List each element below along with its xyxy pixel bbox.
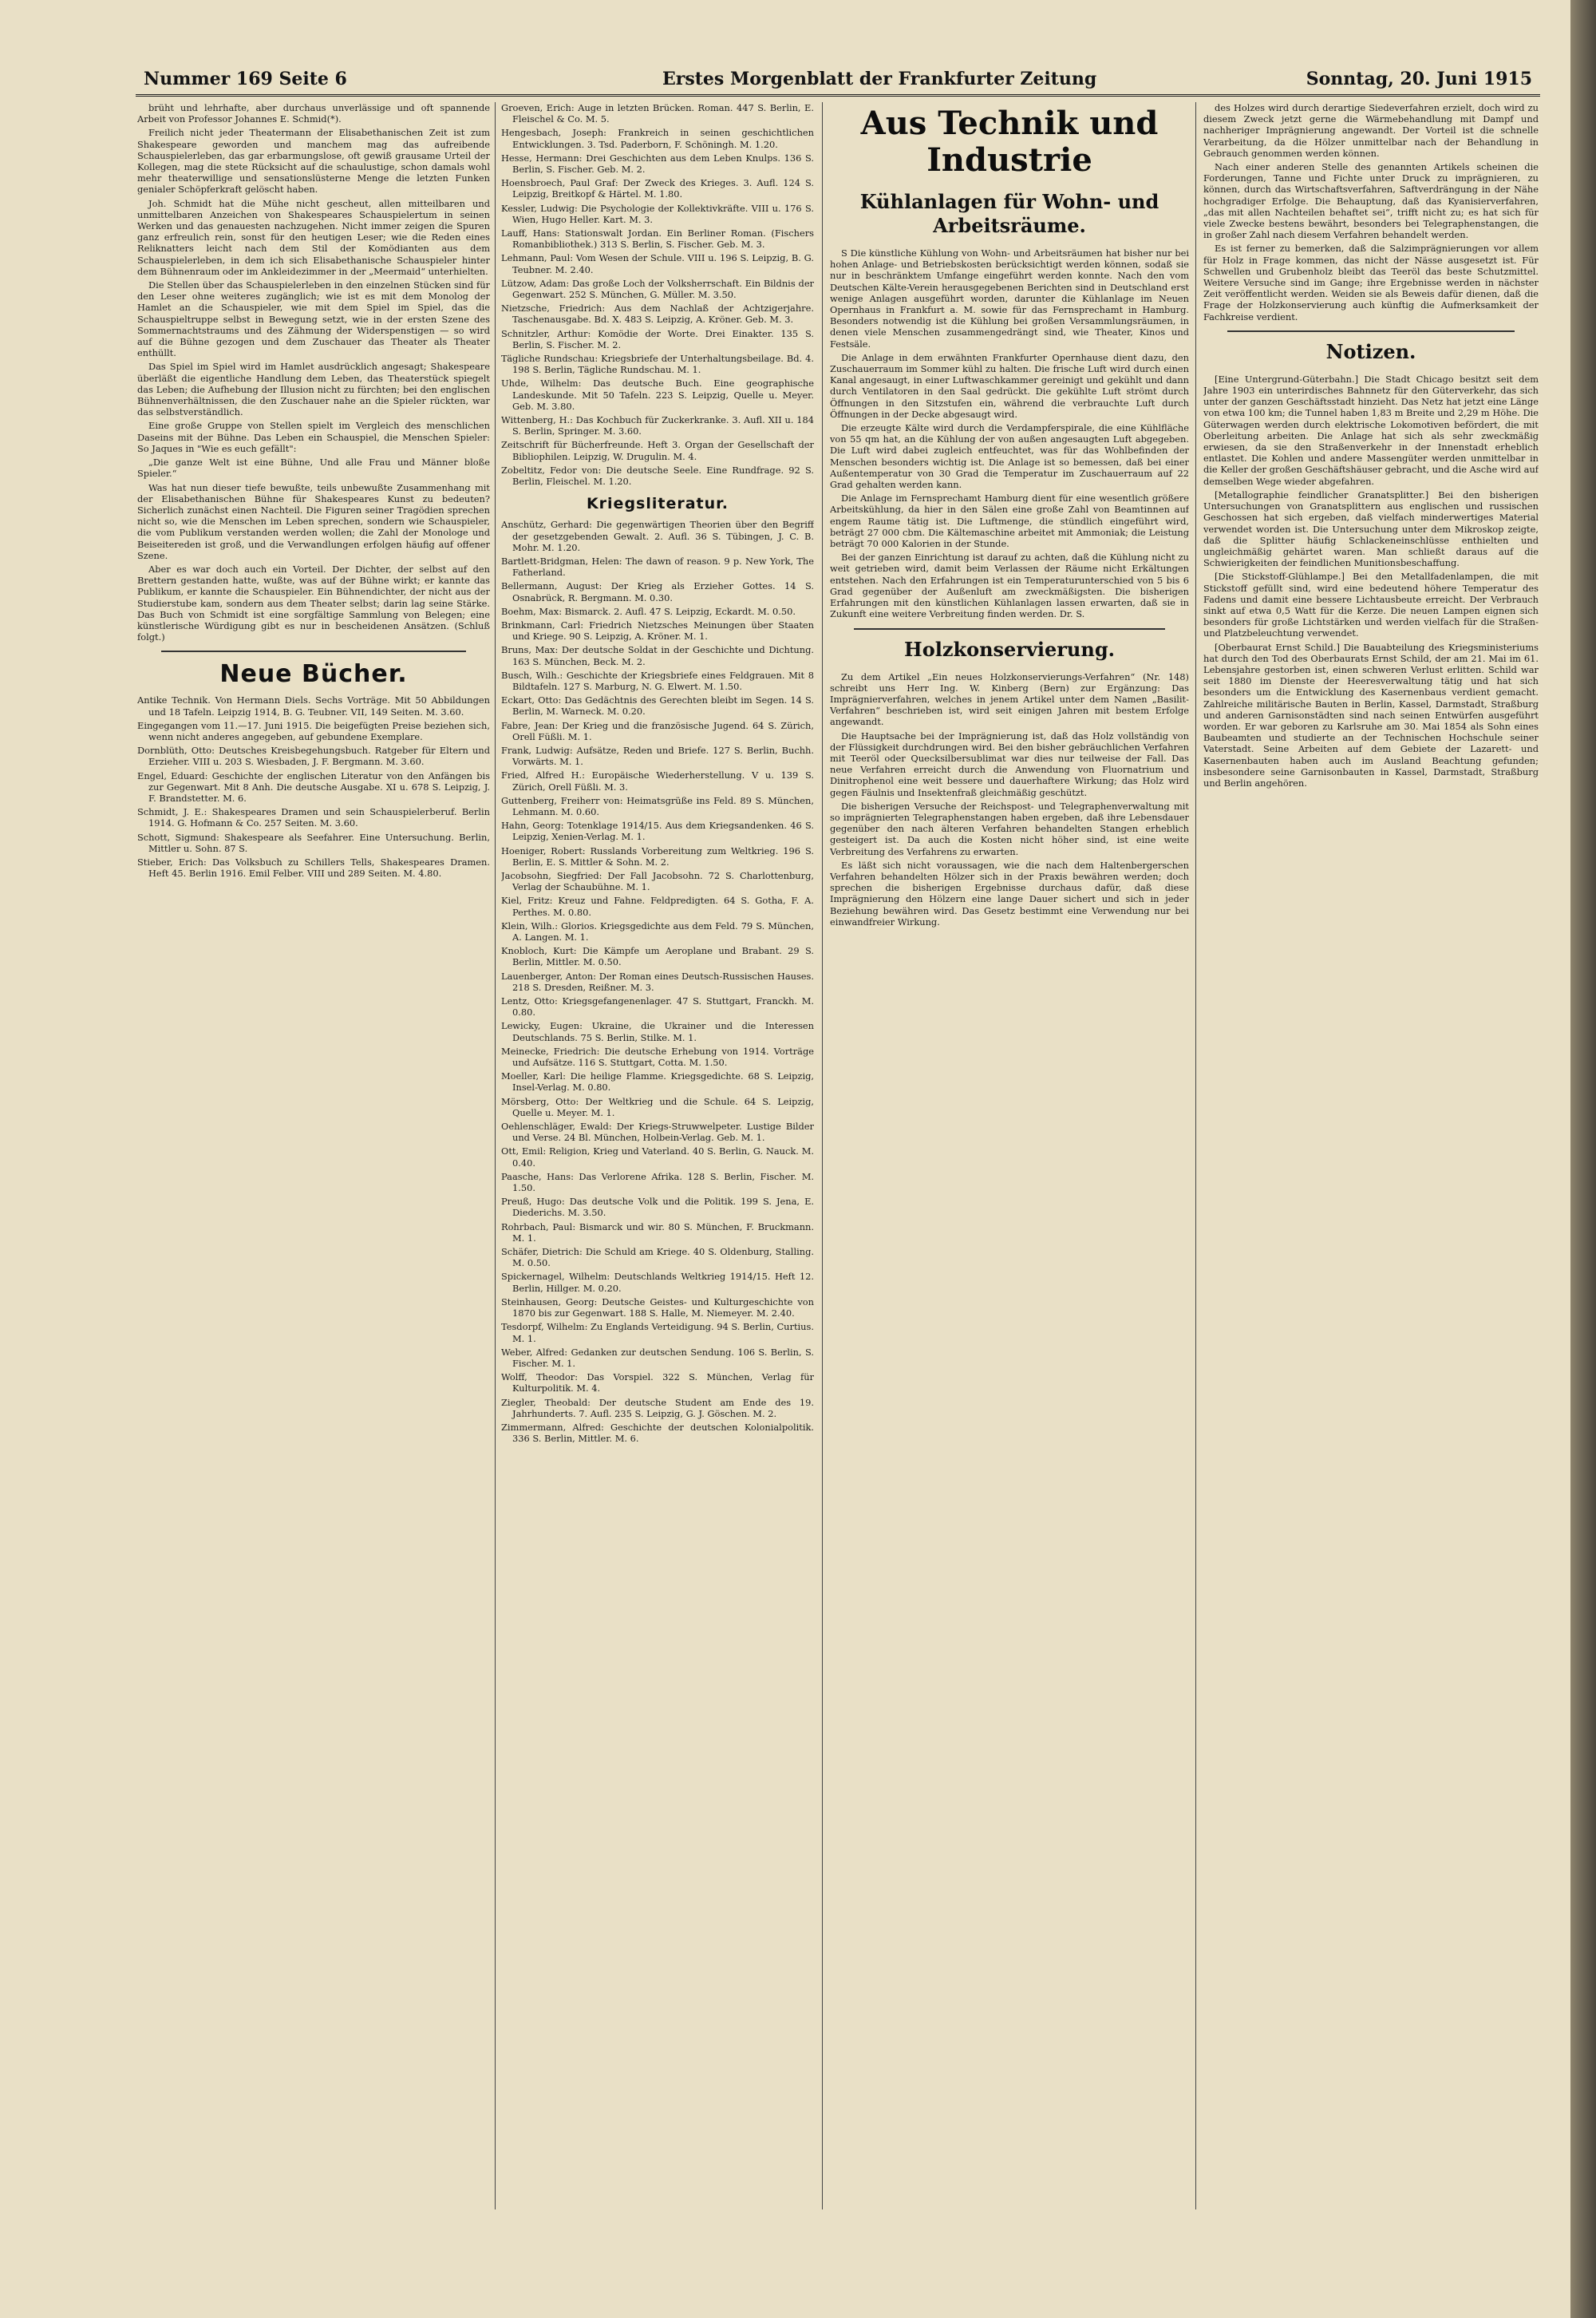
text-paragraph: Fabre, Jean: Der Krieg und die französische Jugend. 64 S. Zürich, Orell Füßli. M. 1. bbox=[501, 719, 814, 742]
text-paragraph: Kiel, Fritz: Kreuz und Fahne. Feldpredigten. 64 S. Gotha, F. A. Perthes. M. 0.80. bbox=[501, 895, 814, 918]
text-paragraph: Aber es war doch auch ein Vorteil. Der Dichter, der selbst auf den Brettern gestanden hatte, wußte, was auf der Bühne wirkt; er kannte das Publikum, er kannte die Schauspieler. Ein Bühnendichter, der nicht aus der Studierstube kam, sondern aus dem Theater selbst; darin lag seine Stärke. Das Buch von Schmidt ist eine sorgfältige Sammlung von Belegen; eine künstlerische Würdigung gibt es nur in bescheidenen Ansätzen. (Schluß folgt.) bbox=[137, 563, 490, 643]
text-paragraph: Oehlenschläger, Ewald: Der Kriegs-Struwwelpeter. Lustige Bilder und Verse. 24 Bl. München, Holbein-Verlag. Geb. M. 1. bbox=[501, 1121, 814, 1144]
column-rule bbox=[1195, 102, 1196, 2209]
text-paragraph: Lehmann, Paul: Vom Wesen der Schule. VIII u. 196 S. Leipzig, B. G. Teubner. M. 2.40. bbox=[501, 252, 814, 275]
text-paragraph: Mörsberg, Otto: Der Weltkrieg und die Schule. 64 S. Leipzig, Quelle u. Meyer. M. 1. bbox=[501, 1095, 814, 1118]
text-paragraph: Schnitzler, Arthur: Komödie der Worte. Drei Einakter. 135 S. Berlin, S. Fischer. M. 2. bbox=[501, 327, 814, 350]
binding-gutter bbox=[1570, 0, 1596, 2318]
text-paragraph: Lentz, Otto: Kriegsgefangenenlager. 47 S. Stuttgart, Franckh. M. 0.80. bbox=[501, 995, 814, 1019]
text-paragraph: Zobeltitz, Fedor von: Die deutsche Seele. Eine Rundfrage. 92 S. Berlin, Fleischel. M. 1.20. bbox=[501, 464, 814, 488]
text-paragraph: Hoeniger, Robert: Russlands Vorbereitung zum Weltkrieg. 196 S. Berlin, E. S. Mittler & Sohn. M. 2. bbox=[501, 845, 814, 868]
article-title-holzkonservierung: Holzkonservierung. bbox=[904, 637, 1115, 661]
kuehlanlagen-article bbox=[830, 247, 1189, 620]
text-paragraph: Bei der ganzen Einrichtung ist darauf zu achten, daß die Kühlung nicht zu weit getrieben wird, damit beim Verlassen der Räume nicht Erkältungen entstehen. Nach den Erfahrungen ist ein Temperaturunterschied von 5 bis 6 Grad gegenüber der Außenluft am zweckmäßigsten. Die bisherigen Erfahrungen mit den künstlichen Kühlanlagen lassen erwarten, daß sie in Zukunft eine weitere Verbreitung finden werden. Dr. S. bbox=[830, 552, 1189, 620]
column-1 bbox=[137, 102, 490, 2209]
text-paragraph: Meinecke, Friedrich: Die deutsche Erhebung von 1914. Vorträge und Aufsätze. 116 S. Stuttgart, Cotta. M. 1.50. bbox=[501, 1045, 814, 1069]
text-paragraph: Das Spiel im Spiel wird im Hamlet ausdrücklich angesagt; Shakespeare überläßt die eigentliche Handlung dem Leben, das Theaterstück spiegelt das Leben; die Aufhebung der Illusion nicht zu fürchten; bei den englischen Bühnenverhältnissen, die den Zuschauer nahe an die Spieler rückten, war das selbstverständlich. bbox=[137, 361, 490, 418]
text-paragraph: Lewicky, Eugen: Ukraine, die Ukrainer und die Interessen Deutschlands. 75 S. Berlin, Stilke. M. 1. bbox=[501, 1020, 814, 1043]
text-paragraph: Eine große Gruppe von Stellen spielt im Vergleich des menschlichen Daseins mit der Bühne. Das Leben ein Schauspiel, die Menschen Spieler: So Jaques in "Wie es euch gefällt": bbox=[137, 420, 490, 454]
text-paragraph: Zeitschrift für Bücherfreunde. Heft 3. Organ der Gesellschaft der Bibliophilen. Leipzig, W. Drugulin. M. 4. bbox=[501, 439, 814, 462]
text-paragraph: Jacobsohn, Siegfried: Der Fall Jacobsohn. 72 S. Charlottenburg, Verlag der Schaubühne. M. 1. bbox=[501, 869, 814, 893]
text-paragraph: Die bisherigen Versuche der Reichspost- und Telegraphenverwaltung mit so imprägnierten Telegraphenstangen haben ergeben, daß ihre Lebensdauer gegenüber den nach älteren Verfahren behandelten Stangen erheblich gesteigert ist. Da auch die Kosten nicht höher sind, ist eine weite Verbreitung des Verfahrens zu erwarten. bbox=[830, 800, 1189, 857]
text-paragraph: Boehm, Max: Bismarck. 2. Aufl. 47 S. Leipzig, Eckardt. M. 0.50. bbox=[501, 605, 796, 617]
text-paragraph: Lauenberger, Anton: Der Roman eines Deutsch-Russischen Hauses. 218 S. Dresden, Reißner. M. 3. bbox=[501, 970, 814, 993]
text-paragraph: Bellermann, August: Der Krieg als Erzieher Gottes. 14 S. Osnabrück, R. Bergmann. M. 0.30. bbox=[501, 580, 814, 603]
shakespeare-article bbox=[137, 102, 490, 643]
text-paragraph: Bruns, Max: Der deutsche Soldat in der Geschichte und Dichtung. 163 S. München, Beck. M. 2. bbox=[501, 644, 814, 667]
notizen-list bbox=[1203, 374, 1539, 789]
column-rule bbox=[495, 102, 496, 2209]
kriegsliteratur-list bbox=[501, 519, 814, 1444]
section-divider bbox=[1227, 330, 1515, 332]
text-paragraph: Hengesbach, Joseph: Frankreich in seinen geschichtlichen Entwicklungen. 3. Tsd. Paderborn, F. Schöningh. M. 1.20. bbox=[501, 127, 814, 150]
section-divider bbox=[854, 628, 1165, 630]
text-paragraph: Die Stellen über das Schauspielerleben in den einzelnen Stücken sind für den Leser ohne weiteres zugänglich; wie ist es mit dem Monolog der Hamlet an die Schauspieler, wie mit dem Spiel im Spiel, das die Schauspieltruppe selbst in Bewegung setzt, wie in der ersten Szene des Sommernachtstraums und des Zähmung der Widerspenstigen — so wird auf die Bühne gezogen und dem Zuschauer das Theater als Theater enthüllt. bbox=[137, 279, 490, 359]
text-paragraph: Ziegler, Theobald: Der deutsche Student am Ende des 19. Jahrhunderts. 7. Aufl. 235 S. Leipzig, G. J. Göschen. M. 2. bbox=[501, 1396, 814, 1419]
section-divider bbox=[161, 651, 466, 652]
text-paragraph: Paasche, Hans: Das Verlorene Afrika. 128 S. Berlin, Fischer. M. 1.50. bbox=[501, 1170, 814, 1194]
text-paragraph: Schäfer, Dietrich: Die Schuld am Kriege. 40 S. Oldenburg, Stalling. M. 0.50. bbox=[501, 1246, 814, 1269]
text-paragraph: Tesdorpf, Wilhelm: Zu Englands Verteidigung. 94 S. Berlin, Curtius. M. 1. bbox=[501, 1321, 814, 1344]
holzkonservierung-continued bbox=[1203, 102, 1539, 322]
text-paragraph: Steinhausen, Georg: Deutsche Geistes- und Kulturgeschichte von 1870 bis zur Gegenwart. 188 S. Halle, M. Niemeyer. M. 2.40. bbox=[501, 1295, 814, 1319]
text-paragraph: Lauff, Hans: Stationswalt Jordan. Ein Berliner Roman. (Fischers Romanbibliothek.) 313 S. Berlin, S. Fischer. Geb. M. 3. bbox=[501, 227, 814, 251]
text-paragraph: Brinkmann, Carl: Friedrich Nietzsches Meinungen über Staaten und Kriege. 90 S. Leipzig, A. Kröner. M. 1. bbox=[501, 619, 814, 643]
text-paragraph: Groeven, Erich: Auge in letzten Brücken. Roman. 447 S. Berlin, E. Fleischel & Co. M. 5. bbox=[501, 102, 814, 125]
text-paragraph: S Die künstliche Kühlung von Wohn- und Arbeitsräumen hat bisher nur bei hohen Anlage- und Betriebskosten berücksichtigt werden können, sodaß sie nur in beschränktem Umfange eingeführt werden konnte. Nach den vom Deutschen Kälte-Verein herausgegebenen Berichten sind in Deutschland erst wenige Anlagen ausgeführt worden, darunter die Kühlanlage im Neuen Opernhaus in Frankfurt a. M. sowie für das Fernsprechamt in Hamburg. Besonders notwendig ist die Kühlung bei großen Versammlungsräumen, in denen viele Menschen zusammengedrängt sind, wie Theater, Kinos und Festsäle. bbox=[830, 247, 1189, 350]
text-paragraph: Lützow, Adam: Das große Loch der Volksherrschaft. Ein Bildnis der Gegenwart. 252 S. München, G. Müller. M. 3.50. bbox=[501, 277, 814, 301]
text-paragraph: Tägliche Rundschau: Kriegsbriefe der Unterhaltungsbeilage. Bd. 4. 198 S. Berlin, Tägliche Rundschau. M. 1. bbox=[501, 353, 814, 376]
neue-buecher-list bbox=[137, 694, 490, 879]
text-paragraph: Uhde, Wilhelm: Das deutsche Buch. Eine geographische Landeskunde. Mit 50 Tafeln. 223 S. Leipzig, Quelle u. Meyer. Geb. M. 3.80. bbox=[501, 378, 814, 412]
text-paragraph: Moeller, Karl: Die heilige Flamme. Kriegsgedichte. 68 S. Leipzig, Insel-Verlag. M. 0.80. bbox=[501, 1070, 814, 1094]
text-paragraph: Hesse, Hermann: Drei Geschichten aus dem Leben Knulps. 136 S. Berlin, S. Fischer. Geb. M. 2. bbox=[501, 152, 814, 176]
text-paragraph: brüht und lehrhafte, aber durchaus unverlässige und oft spannende Arbeit von Professor Johannes E. Schmid(*). bbox=[137, 102, 490, 125]
book-list bbox=[501, 102, 814, 487]
text-paragraph: Ott, Emil: Religion, Krieg und Vaterland. 40 S. Berlin, G. Nauck. M. 0.40. bbox=[501, 1145, 814, 1169]
text-paragraph: Was hat nun dieser tiefe bewußte, teils unbewußte Zusammenhang mit der Elisabethanischen Bühne für Shakespeares Kunst zu bedeuten? Sicherlich zunächst einen Nachteil. Die Figuren seiner Tragödien sprechen nicht so, wie die Menschen im Leben sprechen, sondern wie Schauspieler, die vom Publikum verstanden werden wollen; die Zahl der Monologe und Beiseitereden ist groß, und die Verwandlungen erfolgen häufig auf offener Szene. bbox=[137, 481, 490, 561]
page-header bbox=[136, 69, 1540, 97]
text-paragraph: Engel, Eduard: Geschichte der englischen Literatur von den Anfängen bis zur Gegenwart. Mit 8 Anh. Die deutsche Ausgabe. XI u. 678 S. Leipzig, J. F. Brandstetter. M. 6. bbox=[137, 769, 490, 804]
text-paragraph: Guttenberg, Freiherr von: Heimatsgrüße ins Feld. 89 S. München, Lehmann. M. 0.60. bbox=[501, 794, 814, 817]
text-paragraph: Schott, Sigmund: Shakespeare als Seefahrer. Eine Untersuchung. Berlin, Mittler u. Sohn. 87 S. bbox=[137, 831, 490, 854]
neue-buecher-heading: Neue Bücher. bbox=[219, 660, 408, 689]
text-paragraph: Fried, Alfred H.: Europäische Wiederherstellung. V u. 139 S. Zürich, Orell Füßli. M. 3. bbox=[501, 769, 814, 793]
text-paragraph: Eingegangen vom 11.—17. Juni 1915. Die beigefügten Preise beziehen sich, wenn nicht anderes angegeben, auf gebundene Exemplare. bbox=[137, 719, 490, 742]
text-paragraph: Die Anlage in dem erwähnten Frankfurter Opernhause dient dazu, den Zuschauerraum im Sommer kühl zu halten. Die frische Luft wird durch einen Kanal angesaugt, in einer Luftwaschkammer gereinigt und gekühlt und dann durch Ventilatoren in den Saal gedrückt. Die gekühlte Luft strömt durch Öffnungen in den Sitzstufen ein, während die verbrauchte Luft durch Öffnungen in der Decke abgesaugt wird. bbox=[830, 351, 1189, 420]
article-title-kuehlanlagen: Kühlanlagen für Wohn- und Arbeitsräume. bbox=[859, 190, 1159, 237]
text-paragraph: Knobloch, Kurt: Die Kämpfe um Aeroplane und Brabant. 29 S. Berlin, Mittler. M. 0.50. bbox=[501, 945, 814, 968]
text-paragraph: Schmidt, J. E.: Shakespeares Dramen und sein Schauspielerberuf. Berlin 1914. G. Hofmann & Co. 257 Seiten. M. 3.60. bbox=[137, 806, 490, 829]
text-paragraph: „Die ganze Welt ist eine Bühne, Und alle Frau und Männer bloße Spieler.“ bbox=[137, 457, 490, 480]
text-paragraph: Die erzeugte Kälte wird durch die Verdampferspirale, die eine Kühlfläche von 55 qm hat, an die Kühlung der von außen angesaugten Luft abgegeben. Die Luft wird dabei zugleich entfeuchtet, was für das Wohlbefinden der Menschen besonders wichtig ist. Die Anlage ist so bemessen, daß bei einer Außentemperatur von 30 Grad die Temperatur im Zuschauerraum auf 22 Grad gehalten werden kann. bbox=[830, 422, 1189, 491]
text-paragraph: Joh. Schmidt hat die Mühe nicht gescheut, allen mitteilbaren und unmittelbaren Anzeichen von Shakespeares Schauspielertum in seinen Werken und das genauesten nachzugehen. Nicht immer zeigen die Spuren ganz erfreulich rein, sonst für den heutigen Leser; wie die Reden eines Reliknatters leicht nach dem Stil der Komödianten aus dem Schauspielerleben, in dem ich sich Elisabethanische Schauspieler hinter dem Bühnenraum oder im Ankleidezimmer in der „Meermaid“ unterhielten. bbox=[137, 197, 490, 277]
text-paragraph: [Metallographie feindlicher Granatsplitter.] Bei den bisherigen Untersuchungen von Granatsplittern aus englischen und russischen Geschossen hat sich ergeben, daß vielfach minderwertiges Material verwendet worden ist. Die Untersuchung unter dem Mikroskop zeigte, daß die Splitter häufig Schlackeneinschlüsse enthielten und ungleichmäßig gehärtet waren. Man schließt daraus auf die Schwierigkeiten der feindlichen Munitionsbeschaffung. bbox=[1203, 489, 1539, 569]
text-paragraph: Die Hauptsache bei der Imprägnierung ist, daß das Holz vollständig von der Flüssigkeit durchdrungen wird. Bei den bisher gebräuchlichen Verfahren mit Teeröl oder Quecksilbersublimat war dies nur teilweise der Fall. Das neue Verfahren erreicht durch die Anwendung von Fluornatrium und Dinitrophenol eine weit bessere und dauerhaftere Wirkung; das Holz wird gegen Fäulnis und Insektenfraß gleichmäßig geschützt. bbox=[830, 730, 1189, 798]
text-paragraph: Zimmermann, Alfred: Geschichte der deutschen Kolonialpolitik. 336 S. Berlin, Mittler. M. 6. bbox=[501, 1421, 814, 1445]
text-paragraph: Klein, Wilh.: Glorios. Kriegsgedichte aus dem Feld. 79 S. München, A. Langen. M. 1. bbox=[501, 920, 814, 943]
column-2 bbox=[501, 102, 814, 2209]
issue-date: Sonntag, 20. Juni 1915 bbox=[1306, 69, 1532, 89]
text-paragraph: Spickernagel, Wilhelm: Deutschlands Weltkrieg 1914/15. Heft 12. Berlin, Hillger. M. 0.20. bbox=[501, 1271, 814, 1294]
holzkonservierung-article bbox=[830, 671, 1189, 928]
text-paragraph: Nach einer anderen Stelle des genannten Artikels scheinen die Forderungen, Tanne und Fichte unter Druck zu imprägnieren, zu können, durch das Wirtschaftsverfahren, Saftverdrängung in der Nähe hochgradiger Erfolge. Die Behauptung, daß das Kyanisierverfahren, „das mit allen Nachteilen behaftet sei“, trifft nicht zu; es hat sich für viele Zwecke bestens bewährt, besonders bei Telegraphenstangen, die in großer Zahl nach diesem Verfahren behandelt werden. bbox=[1203, 161, 1539, 241]
text-paragraph: Es ist ferner zu bemerken, daß die Salzimprägnierungen vor allem für Holz in Frage kommen, das nicht der Nässe ausgesetzt ist. Für Schwellen und Grubenholz bleibt das Teeröl das beste Schutzmittel. Weitere Versuche sind im Gange; ihre Ergebnisse werden in nächster Zeit veröffentlicht werden. Weiden sie als Beweis dafür dienen, daß die Frage der Holzkonservierung auch künftig die Aufmerksamkeit der Fachkreise verdient. bbox=[1203, 243, 1539, 322]
text-paragraph: Die Anlage im Fernsprechamt Hamburg dient für eine wesentlich größere Arbeitskühlung, da hier in den Sälen eine große Zahl von Beamtinnen auf engem Raume tätig ist. Die Luftmenge, die stündlich eingeführt wird, beträgt 27 000 cbm. Die Kältemaschine arbeitet mit Ammoniak; die Leistung beträgt 70 000 Kalorien in der Stunde. bbox=[830, 492, 1189, 550]
column-rule bbox=[822, 102, 823, 2209]
text-paragraph: Wittenberg, H.: Das Kochbuch für Zuckerkranke. 3. Aufl. XII u. 184 S. Berlin, Springer. M. 3.60. bbox=[501, 414, 814, 437]
text-paragraph: Preuß, Hugo: Das deutsche Volk und die Politik. 199 S. Jena, E. Diederichs. M. 3.50. bbox=[501, 1196, 814, 1219]
masthead-title: Erstes Morgenblatt der Frankfurter Zeitung bbox=[662, 69, 1097, 89]
text-paragraph: Kessler, Ludwig: Die Psychologie der Kollektivkräfte. VIII u. 176 S. Wien, Hugo Heller. Kart. M. 3. bbox=[501, 202, 814, 225]
text-paragraph: Es läßt sich nicht voraussagen, wie die nach dem Haltenbergerschen Verfahren behandelten Hölzer sich in der Praxis bewähren werden; doch sprechen die bisherigen Ergebnisse durchaus dafür, daß diese Imprägnierung den Hölzern eine lange Dauer sichert und sich in jeder Beziehung bewähren wird. Das Gesetz bestimmt eine Verwendung nur bei einwandfreier Wirkung. bbox=[830, 859, 1189, 928]
text-paragraph: Hahn, Georg: Totenklage 1914/15. Aus dem Kriegsandenken. 46 S. Leipzig, Xenien-Verlag. M. 1. bbox=[501, 820, 814, 843]
text-paragraph: [Oberbaurat Ernst Schild.] Die Bauabteilung des Kriegsministeriums hat durch den Tod des Oberbaurats Ernst Schild, der am 21. Mai im 61. Lebensjahre gestorben ist, einen schweren Verlust erlitten. Schild war seit 1880 im Dienste der Heeresverwaltung tätig und hat sich besonders um die Entwicklung des Kasernenbaus verdient gemacht. Zahlreiche militärische Bauten in Berlin, Kassel, Darmstadt, Straßburg und anderen Garnisonstädten sind nach seinen Entwürfen ausgeführt worden. Er war geboren zu Karlsruhe am 30. Mai 1854 als Sohn eines Baubeamten und studierte an der Technischen Hochschule seiner Vaterstadt. Seine Arbeiten auf dem Gebiete der Lazarett- und Kasernenbauten haben auch im Ausland Beachtung gefunden; insbesondere seine Garnisonbauten in Kassel, Darmstadt, Straßburg und Berlin angehören. bbox=[1203, 641, 1539, 789]
issue-number: Nummer 169 Seite 6 bbox=[144, 69, 347, 89]
notizen-heading: Notizen. bbox=[1325, 339, 1416, 363]
kriegsliteratur-heading: Kriegsliteratur. bbox=[586, 495, 729, 513]
text-paragraph: Busch, Wilh.: Geschichte der Kriegsbriefe eines Feldgrauen. Mit 8 Bildtafeln. 127 S. Marburg, N. G. Elwert. M. 1.50. bbox=[501, 669, 814, 692]
text-paragraph: Freilich nicht jeder Theatermann der Elisabethanischen Zeit ist zum Shakespeare geworden und manchem mag das aufreibende Schauspielerleben, das gar erbarmungslose, oft gewiß grausame Urteil der Kollegen, mag die stete Rücksicht auf die schaulustige, schon damals wohl mehr theaterwillige und sensationslüsterne Menge die letzten Funken genialer Schöpferkraft gelöscht haben. bbox=[137, 127, 490, 196]
text-paragraph: des Holzes wird durch derartige Siedeverfahren erzielt, doch wird zu diesem Zweck jetzt gerne die Wärmebehandlung mit Dampf und nachheriger Imprägnierung angewandt. Der Vorteil ist die schnelle Verarbeitung, da die Hölzer unmittelbar nach der Behandlung in Gebrauch genommen werden können. bbox=[1203, 102, 1539, 159]
column-4 bbox=[1203, 102, 1539, 2209]
column-3 bbox=[830, 102, 1189, 2209]
text-paragraph: [Eine Untergrund-Güterbahn.] Die Stadt Chicago besitzt seit dem Jahre 1903 ein unterirdisches Bahnnetz für den Güterverkehr, das sich unter der ganzen Geschäftsstadt hinzieht. Das Netz hat jetzt eine Länge von etwa 100 km; die Tunnel haben 1,83 m Breite und 2,29 m Höhe. Die Güterwagen werden durch elektrische Lokomotiven befördert, die mit Oberleitung arbeiten. Die Anlage hat sich als sehr zweckmäßig erwiesen, da sie den Straßenverkehr in der Innenstadt erheblich entlastet. Die Kohlen und andere Massengüter werden unmittelbar in die Keller der großen Geschäftshäuser gebracht, und die Asche wird auf demselben Wege wieder abgefahren. bbox=[1203, 373, 1539, 487]
text-paragraph: Hoensbroech, Paul Graf: Der Zweck des Krieges. 3. Aufl. 124 S. Leipzig, Breitkopf & Härtel. M. 1.80. bbox=[501, 177, 814, 200]
section-banner: Aus Technik und Industrie bbox=[860, 105, 1159, 179]
text-paragraph: Nietzsche, Friedrich: Aus dem Nachlaß der Achtzigerjahre. Taschenausgabe. Bd. X. 483 S. Leipzig, A. Kröner. Geb. M. 3. bbox=[501, 303, 814, 326]
text-paragraph: Stieber, Erich: Das Volksbuch zu Schillers Tells, Shakespeares Dramen. Heft 45. Berlin 1916. Emil Felber. VIII und 289 Seiten. M. 4.80. bbox=[137, 856, 490, 880]
text-paragraph: Eckart, Otto: Das Gedächtnis des Gerechten bleibt im Segen. 14 S. Berlin, M. Warneck. M. 0.20. bbox=[501, 694, 814, 718]
text-paragraph: Bartlett-Bridgman, Helen: The dawn of reason. 9 p. New York, The Fatherland. bbox=[501, 555, 814, 579]
text-paragraph: Frank, Ludwig: Aufsätze, Reden und Briefe. 127 S. Berlin, Buchh. Vorwärts. M. 1. bbox=[501, 744, 814, 768]
text-paragraph: Antike Technik. Von Hermann Diels. Sechs Vorträge. Mit 50 Abbildungen und 18 Tafeln. Leipzig 1914, B. G. Teubner. VII, 149 Seiten. M. 3.60. bbox=[137, 694, 490, 718]
text-paragraph: Anschütz, Gerhard: Die gegenwärtigen Theorien über den Begriff der gesetzgebenden Gewalt. 2. Aufl. 36 S. Tübingen, J. C. B. Mohr. M. 1.20. bbox=[501, 519, 814, 553]
text-paragraph: [Die Stickstoff-Glühlampe.] Bei den Metallfadenlampen, die mit Stickstoff gefüllt sind, wird eine bedeutend höhere Temperatur des Fadens und damit eine bessere Lichtausbeute erreicht. Der Verbrauch sinkt auf etwa 0,5 Watt für die Kerze. Die neuen Lampen eignen sich besonders für große Lichtstärken und werden vielfach für die Straßen- und Platzbeleuchtung verwendet. bbox=[1203, 571, 1539, 639]
text-paragraph: Rohrbach, Paul: Bismarck und wir. 80 S. München, F. Bruckmann. M. 1. bbox=[501, 1220, 814, 1244]
text-paragraph: Wolff, Theodor: Das Vorspiel. 322 S. München, Verlag für Kulturpolitik. M. 4. bbox=[501, 1371, 814, 1394]
text-paragraph: Zu dem Artikel „Ein neues Holzkonservierungs-Verfahren“ (Nr. 148) schreibt uns Herr Ing. W. Kinberg (Bern) zur Ergänzung: Das Imprägnierverfahren, welches in jenem Artikel unter dem Namen „Basilit-Verfahren“ beschrieben ist, wird seit einigen Jahren mit bestem Erfolge angewandt. bbox=[830, 670, 1189, 728]
text-paragraph: Dornblüth, Otto: Deutsches Kreisbegehungsbuch. Ratgeber für Eltern und Erzieher. VIII u. 203 S. Wiesbaden, J. F. Bergmann. M. 3.60. bbox=[137, 745, 490, 768]
text-paragraph: Weber, Alfred: Gedanken zur deutschen Sendung. 106 S. Berlin, S. Fischer. M. 1. bbox=[501, 1346, 814, 1369]
